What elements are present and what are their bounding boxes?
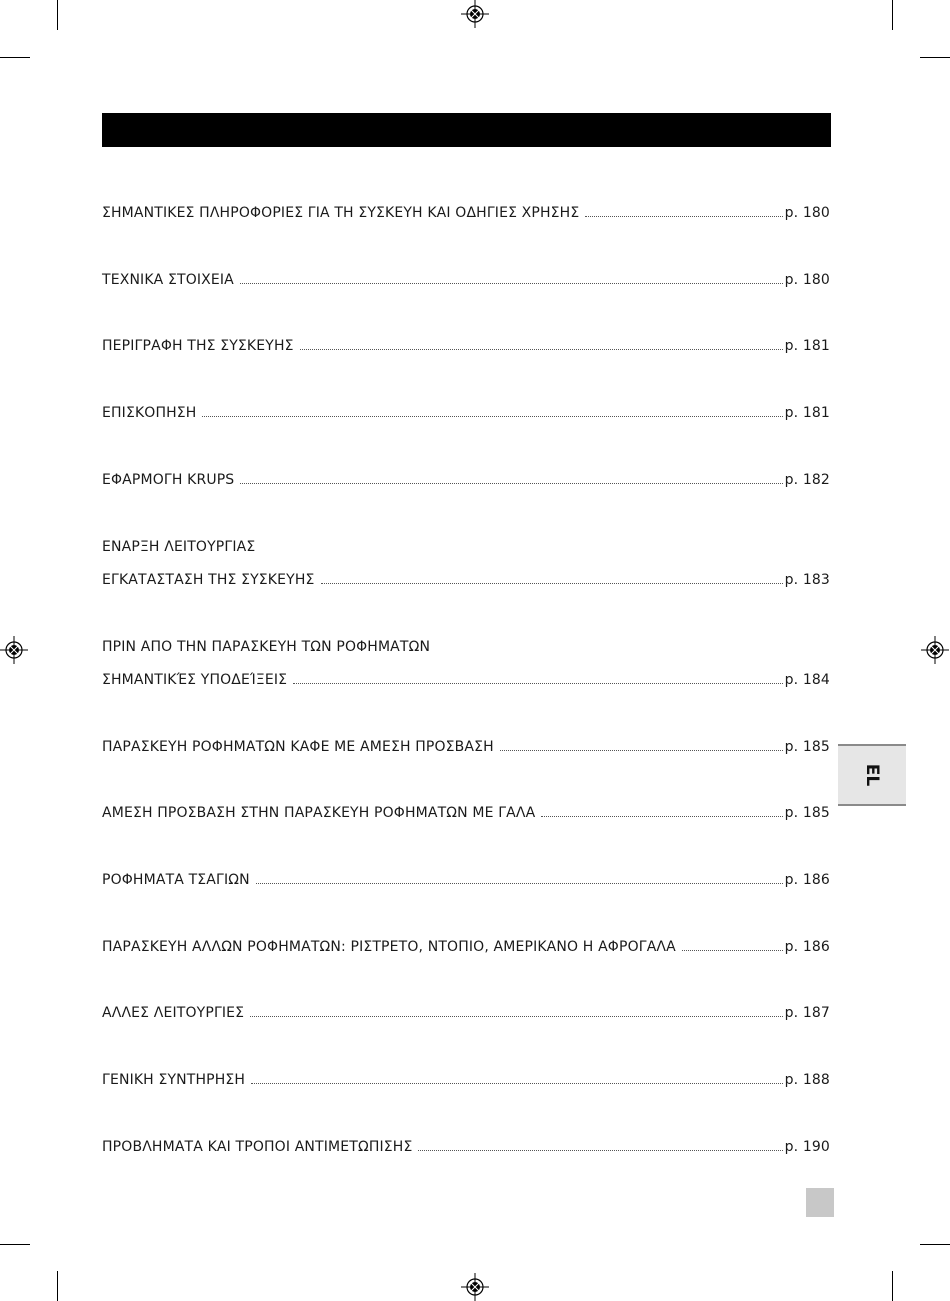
toc-entry-page: p. 188 (784, 1072, 830, 1088)
crop-mark (57, 0, 58, 30)
crop-mark (892, 1271, 893, 1301)
toc-section-heading: ΕΝΑΡΞΗ ΛΕΙΤΟΥΡΓΙΑΣ (102, 539, 256, 555)
registration-mark-icon (461, 0, 489, 28)
toc-entry[interactable] (102, 1071, 830, 1089)
toc-entry-page: p. 185 (784, 805, 830, 821)
toc-entry-page: p. 184 (784, 672, 830, 688)
toc-entry[interactable] (102, 337, 830, 355)
toc-entry[interactable] (102, 804, 830, 822)
dot-leader (418, 1149, 782, 1151)
dot-leader (300, 348, 783, 350)
toc-entry-label: ΕΠΙΣΚΟΠΗΣΗ (102, 405, 197, 421)
crop-mark (920, 57, 950, 58)
toc-entry-label: ΠΑΡΑΣΚΕΥΗ ΡΟΦΗΜΑΤΩΝ ΚΑΦΕ ΜΕ ΑΜΕΣΗ ΠΡΟΣΒΑΣΗ (102, 739, 494, 755)
toc-entry-page: p. 185 (784, 739, 830, 755)
language-tab (838, 744, 906, 806)
toc-entry-label: ΡΟΦΗΜΑΤΑ ΤΣΑΓΙΩΝ (102, 872, 250, 888)
toc-entry-page: p. 180 (784, 205, 830, 221)
dot-leader (541, 815, 782, 817)
toc-entry-label: ΓΕΝΙΚΗ ΣΥΝΤΗΡΗΣΗ (102, 1072, 246, 1088)
dot-leader (202, 415, 782, 417)
toc-entry[interactable] (102, 871, 830, 889)
toc-entry-page: p. 187 (784, 1005, 830, 1021)
toc-entry-page: p. 186 (784, 939, 830, 955)
dot-leader (240, 282, 783, 284)
registration-mark-icon (0, 636, 28, 664)
crop-mark (0, 1244, 30, 1245)
dot-leader (682, 949, 783, 951)
toc-entry-page: p. 181 (784, 405, 830, 421)
toc-entry-page: p. 190 (784, 1139, 830, 1155)
toc-entry-page: p. 183 (784, 572, 830, 588)
dot-leader (250, 1015, 782, 1017)
toc-entry-label: ΕΓΚΑΤΑΣΤΑΣΗ ΤΗΣ ΣΥΣΚΕΥΗΣ (102, 572, 315, 588)
header-bar (102, 113, 831, 147)
toc-entry[interactable] (102, 571, 830, 589)
toc-entry[interactable] (102, 938, 830, 956)
page-number-box (806, 1188, 834, 1217)
toc-entry-label: ΠΡΟΒΛΗΜΑΤΑ ΚΑΙ ΤΡΟΠΟΙ ΑΝΤΙΜΕΤΩΠΙΣΗΣ (102, 1139, 413, 1155)
crop-mark (892, 0, 893, 30)
crop-mark (920, 1244, 950, 1245)
toc-entry-label: ΠΑΡΑΣΚΕΥΗ ΑΛΛΩΝ ΡΟΦΗΜΑΤΩΝ: ΡΙΣΤΡΕΤΟ, ΝΤΟΠΙΟ, ΑΜΕΡΙΚΑΝΟ Η ΑΦΡΟΓΑΛΑ (102, 939, 676, 955)
dot-leader (240, 482, 782, 484)
toc-entry[interactable] (102, 1138, 830, 1156)
toc-entry-label: ΤΕΧΝΙΚΑ ΣΤΟΙΧΕΙΑ (102, 272, 234, 288)
toc-entry-label: ΑΛΛΕΣ ΛΕΙΤΟΥΡΓΙΕΣ (102, 1005, 245, 1021)
toc-entry-label: ΑΜΕΣΗ ΠΡΟΣΒΑΣΗ ΣΤΗΝ ΠΑΡΑΣΚΕΥΗ ΡΟΦΗΜΑΤΩΝ ΜΕ ΓΑΛΑ (102, 805, 536, 821)
toc-entry-label: ΣΗΜΑΝΤΙΚΈΣ ΥΠΟΔΕΊΞΕΙΣ (102, 672, 288, 688)
toc-entry[interactable] (102, 671, 830, 689)
toc-entry[interactable] (102, 204, 830, 222)
registration-mark-icon (921, 636, 949, 664)
dot-leader (585, 215, 782, 217)
toc-entry-label: ΣΗΜΑΝΤΙΚΕΣ ΠΛΗΡΟΦΟΡΙΕΣ ΓΙΑ ΤΗ ΣΥΣΚΕΥΗ ΚΑΙ ΟΔΗΓΙΕΣ ΧΡΗΣΗΣ (102, 205, 580, 221)
toc-entry-page: p. 180 (784, 272, 830, 288)
dot-leader (293, 682, 782, 684)
toc-entry[interactable] (102, 738, 830, 756)
dot-leader (251, 1082, 782, 1084)
toc-entry-page: p. 181 (784, 338, 830, 354)
toc-entry-label: ΠΕΡΙΓΡΑΦΗ ΤΗΣ ΣΥΣΚΕΥΗΣ (102, 338, 294, 354)
language-tab-label: EL (862, 763, 882, 787)
toc-section-heading: ΠΡΙΝ ΑΠΟ ΤΗΝ ΠΑΡΑΣΚΕΥΗ ΤΩΝ ΡΟΦΗΜΑΤΩΝ (102, 639, 431, 655)
registration-mark-icon (461, 1273, 489, 1301)
toc-entry[interactable] (102, 404, 830, 422)
toc-entry-page: p. 182 (784, 472, 830, 488)
dot-leader (256, 882, 783, 884)
crop-mark (0, 57, 30, 58)
toc-entry-page: p. 186 (784, 872, 830, 888)
crop-mark (57, 1271, 58, 1301)
dot-leader (500, 749, 783, 751)
toc-entry[interactable] (102, 471, 830, 489)
toc-entry[interactable] (102, 1004, 830, 1022)
dot-leader (321, 582, 783, 584)
toc-entry-label: ΕΦΑΡΜΟΓΗ KRUPS (102, 472, 235, 488)
toc-entry[interactable] (102, 271, 830, 289)
